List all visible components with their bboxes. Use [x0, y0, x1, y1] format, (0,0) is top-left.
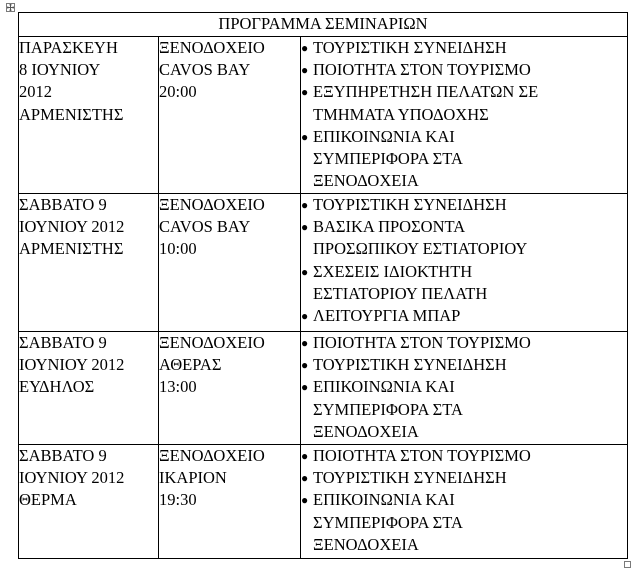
topic-list-item — [301, 216, 627, 260]
topic-line: ΠΟΙΟΤΗΤΑ ΣΤΟΝ ΤΟΥΡΙΣΜΟ — [313, 60, 531, 80]
bullet-icon: ● — [301, 220, 309, 235]
bullet-icon: ● — [301, 309, 309, 324]
topic-list-item — [301, 81, 627, 125]
topic-list-item — [301, 261, 627, 305]
date-location-line: ΙΟΥΝΙΟΥ 2012 — [19, 468, 125, 488]
topic-text — [313, 261, 627, 305]
venue-time-line: 10:00 — [159, 239, 197, 259]
venue-time-line: 20:00 — [159, 82, 197, 102]
venue-time-line: ΞΕΝΟΔΟΧΕΙΟ — [159, 195, 265, 214]
topic-list-item — [301, 305, 627, 327]
date-location-line: 2012 — [19, 82, 52, 102]
topic-list-item — [301, 37, 627, 59]
date-location-line: ΕΥΔΗΛΟΣ — [19, 377, 95, 397]
venue-time-line: CAVOS BAY — [159, 217, 251, 237]
date-location-line: ΑΡΜΕΝΙΣΤΗΣ — [19, 239, 124, 259]
topic-list-item — [301, 59, 627, 81]
topic-line: ΤΟΥΡΙΣΤΙΚΗ ΣΥΝΕΙΔΗΣΗ — [313, 195, 507, 214]
topic-text — [313, 37, 627, 59]
table-body — [19, 37, 628, 559]
topic-list-item — [301, 332, 627, 354]
topic-text — [313, 445, 627, 467]
venue-time-line: ΞΕΝΟΔΟΧΕΙΟ — [159, 333, 265, 352]
topic-line: ΠΟΙΟΤΗΤΑ ΣΤΟΝ ΤΟΥΡΙΣΜΟ — [313, 333, 531, 352]
bullet-icon: ● — [301, 129, 309, 144]
venue-time-line: ΙΚΑΡΙΟΝ — [159, 468, 227, 488]
bullet-icon: ● — [301, 471, 309, 486]
topic-text — [313, 467, 627, 489]
date-location-line: ΣΑΒΒΑΤΟ 9 — [19, 446, 107, 465]
date-location-line: ΣΑΒΒΑΤΟ 9 — [19, 333, 107, 352]
topic-text — [313, 59, 627, 81]
topic-list-item — [301, 467, 627, 489]
table-row — [19, 37, 628, 194]
topic-line: ΕΠΙΚΟΙΝΩΝΙΑ ΚΑΙ — [313, 377, 455, 397]
table-row — [19, 445, 628, 559]
table-move-handle-icon[interactable] — [6, 3, 15, 12]
table-row — [19, 194, 628, 332]
topic-list-item — [301, 376, 627, 443]
topic-list-item — [301, 194, 627, 216]
topic-line: ΣΥΜΠΕΡΙΦΟΡΑ ΣΤΑ — [313, 512, 463, 532]
topic-text — [313, 332, 627, 354]
topic-text — [313, 305, 627, 327]
topic-text — [313, 489, 627, 556]
bullet-icon: ● — [301, 198, 309, 212]
topic-text — [313, 216, 627, 260]
topic-line: ΤΟΥΡΙΣΤΙΚΗ ΣΥΝΕΙΔΗΣΗ — [313, 38, 507, 57]
topic-line: ΤΜΗΜΑΤΑ ΥΠΟΔΟΧΗΣ — [313, 104, 489, 124]
venue-time-line: ΞΕΝΟΔΟΧΕΙΟ — [159, 38, 265, 57]
topic-line: ΕΠΙΚΟΙΝΩΝΙΑ ΚΑΙ — [313, 490, 455, 510]
bullet-icon: ● — [301, 85, 309, 100]
date-location-cell — [19, 445, 159, 559]
topic-text — [313, 126, 627, 193]
bullet-icon: ● — [301, 358, 309, 373]
date-location-line: ΠΑΡΑΣΚΕΥΗ — [19, 38, 118, 57]
date-location-cell — [19, 332, 159, 445]
topic-line: ΞΕΝΟΔΟΧΕΙΑ — [313, 534, 419, 554]
topics-cell — [301, 194, 628, 332]
topic-line: ΣΥΜΠΕΡΙΦΟΡΑ ΣΤΑ — [313, 399, 463, 419]
topic-text — [313, 376, 627, 443]
topic-text — [313, 354, 627, 376]
topic-list-item — [301, 126, 627, 193]
topic-line: ΣΧΕΣΕΙΣ ΙΔΙΟΚΤΗΤΗ — [313, 261, 473, 281]
bullet-icon: ● — [301, 380, 309, 395]
venue-time-cell — [159, 332, 301, 445]
topics-cell — [301, 37, 628, 194]
venue-time-line: 19:30 — [159, 490, 197, 510]
date-location-line: ΣΑΒΒΑΤΟ 9 — [19, 195, 107, 214]
topic-line: ΠΟΙΟΤΗΤΑ ΣΤΟΝ ΤΟΥΡΙΣΜΟ — [313, 446, 531, 465]
table-title: ΠΡΟΓΡΑΜΜΑ ΣΕΜΙΝΑΡΙΩΝ — [19, 13, 628, 37]
topic-list-item — [301, 354, 627, 376]
date-location-line: 8 ΙΟΥΝΙΟΥ — [19, 60, 101, 80]
date-location-line: ΑΡΜΕΝΙΣΤΗΣ — [19, 104, 124, 124]
topic-text — [313, 81, 627, 125]
topic-list-item — [301, 489, 627, 556]
venue-time-cell — [159, 37, 301, 194]
venue-time-cell — [159, 445, 301, 559]
topic-text — [313, 194, 627, 216]
topic-line: ΞΕΝΟΔΟΧΕΙΑ — [313, 421, 419, 441]
bullet-icon: ● — [301, 336, 309, 350]
table-title-row — [19, 13, 628, 37]
topic-line: ΕΠΙΚΟΙΝΩΝΙΑ ΚΑΙ — [313, 126, 455, 146]
topic-list-item — [301, 445, 627, 467]
topic-line: ΕΞΥΠΗΡΕΤΗΣΗ ΠΕΛΑΤΩΝ ΣΕ — [313, 82, 539, 102]
topic-line: ΞΕΝΟΔΟΧΕΙΑ — [313, 171, 419, 191]
table-resize-handle[interactable] — [624, 561, 631, 568]
bullet-icon: ● — [301, 449, 309, 463]
topic-line: ΣΥΜΠΕΡΙΦΟΡΑ ΣΤΑ — [313, 149, 463, 169]
topic-line: ΒΑΣΙΚΑ ΠΡΟΣΟΝΤΑ — [313, 217, 466, 237]
date-location-line: ΘΕΡΜΑ — [19, 490, 77, 510]
date-location-cell — [19, 194, 159, 332]
bullet-icon: ● — [301, 63, 309, 78]
venue-time-line: CAVOS BAY — [159, 60, 251, 80]
seminar-schedule-table — [18, 12, 628, 559]
topics-cell — [301, 332, 628, 445]
venue-time-cell — [159, 194, 301, 332]
topic-line: ΛΕΙΤΟΥΡΓΙΑ ΜΠΑΡ — [313, 306, 461, 326]
bullet-icon: ● — [301, 493, 309, 508]
topic-line: ΤΟΥΡΙΣΤΙΚΗ ΣΥΝΕΙΔΗΣΗ — [313, 355, 507, 375]
date-location-line: ΙΟΥΝΙΟΥ 2012 — [19, 217, 125, 237]
topics-cell — [301, 445, 628, 559]
topic-line: ΤΟΥΡΙΣΤΙΚΗ ΣΥΝΕΙΔΗΣΗ — [313, 468, 507, 488]
topic-line: ΕΣΤΙΑΤΟΡΙΟΥ ΠΕΛΑΤΗ — [313, 283, 488, 303]
table-row — [19, 332, 628, 445]
venue-time-line: ΞΕΝΟΔΟΧΕΙΟ — [159, 446, 265, 465]
venue-time-line: 13:00 — [159, 377, 197, 397]
date-location-line: ΙΟΥΝΙΟΥ 2012 — [19, 355, 125, 375]
bullet-icon: ● — [301, 264, 309, 279]
bullet-icon: ● — [301, 41, 309, 55]
topic-line: ΠΡΟΣΩΠΙΚΟΥ ΕΣΤΙΑΤΟΡΙΟΥ — [313, 239, 528, 259]
venue-time-line: ΑΘΕΡΑΣ — [159, 355, 222, 375]
date-location-cell — [19, 37, 159, 194]
